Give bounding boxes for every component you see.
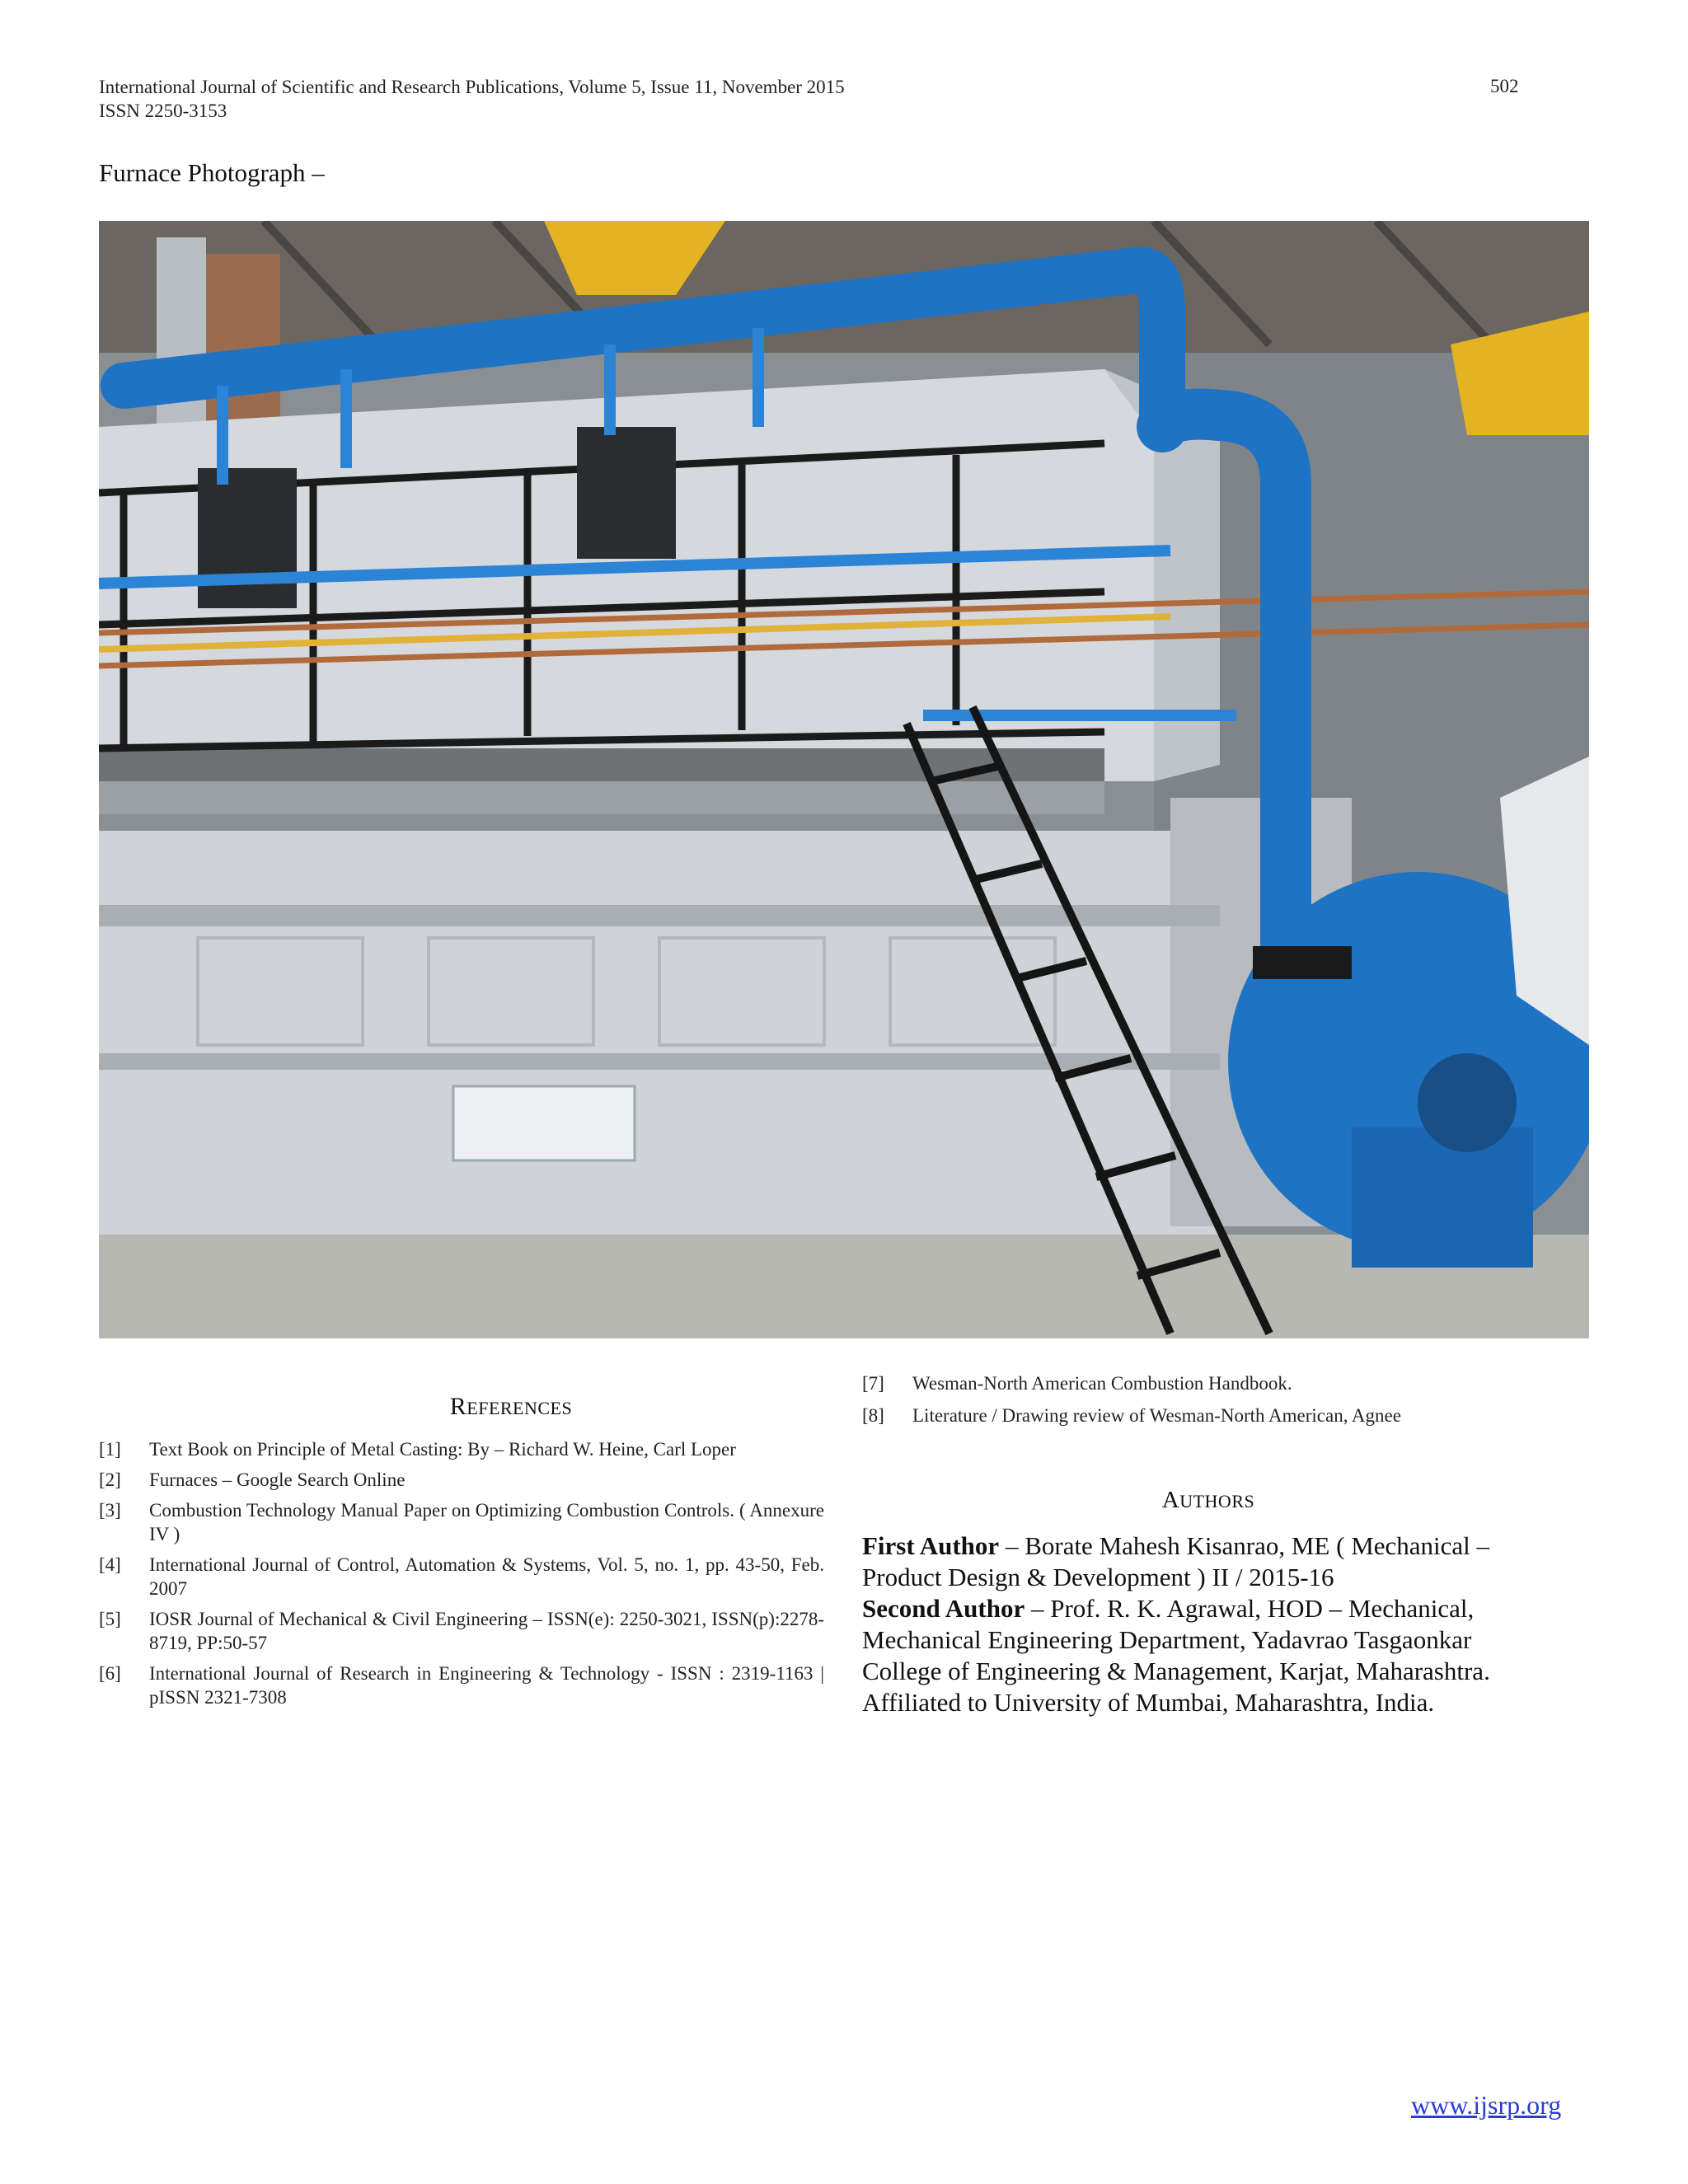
reference-text: International Journal of Research in Engineering & Technology - ISSN : 2319-1163 | pISSN 2321-7308	[149, 1663, 824, 1708]
reference-item	[99, 1607, 824, 1655]
reference-number: [8]	[862, 1405, 884, 1426]
reference-item	[99, 1553, 824, 1601]
second-author	[862, 1593, 1554, 1718]
first-author-label: First Author	[862, 1531, 1000, 1560]
first-author-details: – Borate Mahesh Kisanrao, ME ( Mechanical – Product Design & Development ) II / 2015-16	[862, 1531, 1490, 1591]
references-heading-initial: R	[449, 1393, 467, 1420]
reference-number: [7]	[862, 1373, 884, 1394]
references-heading	[198, 1393, 824, 1421]
reference-item	[99, 1498, 824, 1546]
second-author-label: Second Author	[862, 1594, 1025, 1623]
reference-text: IOSR Journal of Mechanical & Civil Engineering – ISSN(e): 2250-3021, ISSN(p):2278-8719, PP:50-57	[149, 1609, 824, 1653]
junction-box	[453, 1086, 635, 1160]
blower-motor	[1418, 1053, 1517, 1152]
reference-number: [1]	[99, 1439, 121, 1460]
reference-text: Text Book on Principle of Metal Casting: By – Richard W. Heine, Carl Loper	[149, 1439, 736, 1460]
burner-unit-right	[577, 427, 676, 559]
middle-ledge	[99, 905, 1220, 926]
reference-item	[862, 1371, 1554, 1395]
authors-heading-rest: UTHORS	[1179, 1491, 1255, 1511]
reference-text: Literature / Drawing review of Wesman-North American, Agnee	[912, 1405, 1401, 1426]
website-link[interactable]: www.ijsrp.org	[1411, 2090, 1562, 2120]
journal-header: International Journal of Scientific and Research Publications, Volume 5, Issue 11, November 2015	[99, 77, 845, 97]
reference-number: [5]	[99, 1609, 121, 1629]
authors-heading-initial: A	[1161, 1487, 1180, 1513]
issn-header: ISSN 2250-3153	[99, 101, 227, 121]
reference-item	[862, 1404, 1554, 1427]
reference-item	[99, 1661, 824, 1709]
reference-number: [2]	[99, 1469, 121, 1490]
burner-unit-left	[198, 468, 297, 608]
reference-number: [4]	[99, 1554, 121, 1575]
second-author-details: – Prof. R. K. Agrawal, HOD – Mechanical, Mechanical Engineering Department, Yadavrao Tasgaonkar College of Engineering & Management, Karjat, Maharashtra. Affiliated to University of Mumbai, Maharashtra, India.	[862, 1594, 1490, 1717]
reference-text: International Journal of Control, Automation & Systems, Vol. 5, no. 1, pp. 43-50, Feb. 2007	[149, 1554, 824, 1599]
references-left-column	[99, 1393, 824, 1716]
platform-brackets	[99, 781, 1104, 814]
reference-item	[99, 1437, 824, 1461]
reference-text: Wesman-North American Combustion Handbook.	[912, 1373, 1292, 1394]
reference-text: Furnaces – Google Search Online	[149, 1469, 406, 1490]
blower-base	[1352, 1127, 1533, 1268]
reference-text: Combustion Technology Manual Paper on Optimizing Combustion Controls. ( Annexure IV )	[149, 1500, 824, 1544]
page-number: 502	[1490, 76, 1519, 96]
figure-caption: Furnace Photograph –	[99, 158, 325, 187]
furnace-photograph	[99, 221, 1589, 1338]
first-author	[862, 1530, 1554, 1593]
reference-number: [6]	[99, 1663, 121, 1684]
authors-heading	[862, 1487, 1554, 1514]
reference-item	[99, 1468, 824, 1492]
blower-flange	[1253, 946, 1352, 979]
reference-number: [3]	[99, 1500, 121, 1521]
references-heading-rest: EFERENCES	[467, 1398, 573, 1418]
right-column	[862, 1371, 1554, 1718]
